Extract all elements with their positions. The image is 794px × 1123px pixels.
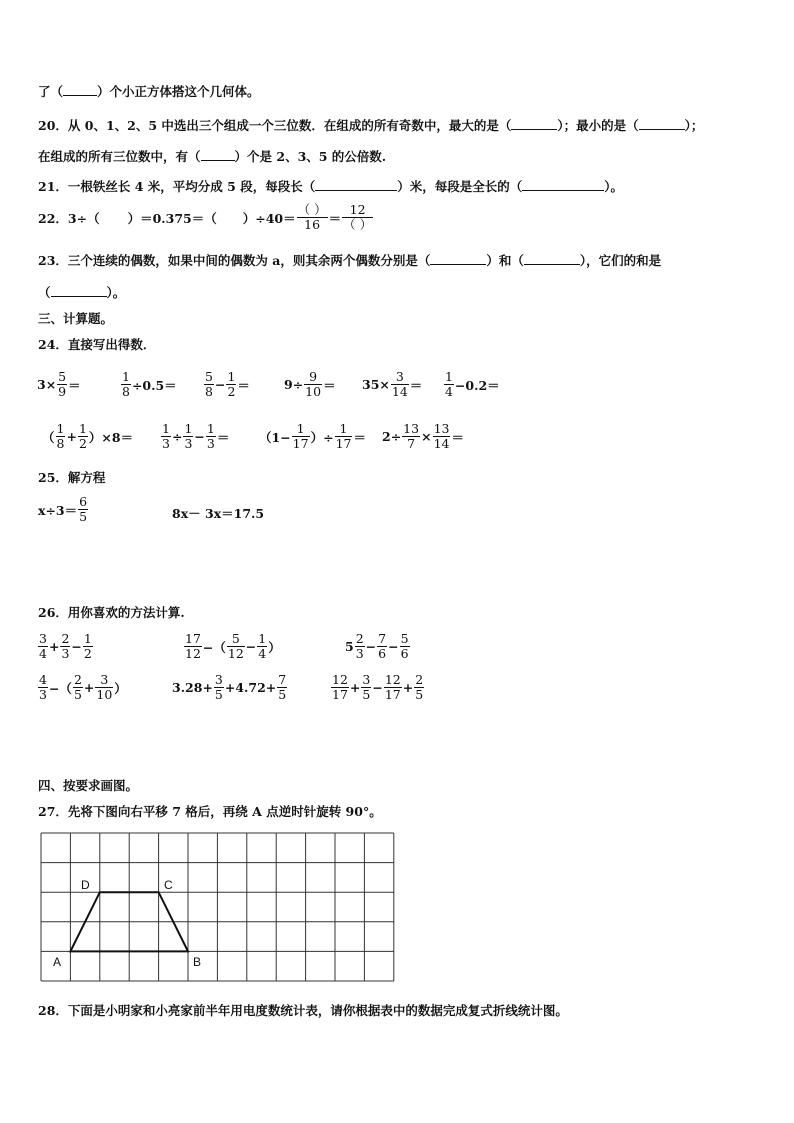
- fraction: $\frac{3}{5}$: [214, 672, 223, 702]
- fraction: $\frac{7}{6}$: [378, 631, 387, 661]
- fraction: $\frac{5}{12}$: [227, 631, 244, 661]
- fraction: $\frac{1}{4}$: [445, 369, 453, 399]
- q23-line2: （ ）。: [38, 285, 126, 300]
- q26-expr: 5 $\frac{2}{3}$ − $\frac{7}{6}$ − $\frac{5}{6}$: [345, 631, 409, 661]
- vertex-label-b: B: [193, 955, 202, 969]
- fraction: $\frac{3}{14}$: [391, 369, 408, 399]
- answer-blank[interactable]: [524, 252, 580, 265]
- fraction: $\frac{1}{3}$: [162, 421, 170, 451]
- q19-line: 了（ ）个小正方体搭这个几何体。: [38, 84, 260, 99]
- fraction: $\frac{12}{17}$: [384, 672, 401, 702]
- fraction: $\frac{9}{10}$: [305, 369, 322, 399]
- answer-blank[interactable]: [201, 148, 235, 161]
- fraction: $\frac{2}{3}$: [61, 631, 70, 661]
- answer-blank[interactable]: [51, 284, 107, 297]
- q20-line2: 在组成的所有三位数中，有（ ）个是 2、3、5 的公倍数.: [38, 149, 387, 164]
- q26-expr: $\frac{4}{3}$ −（ $\frac{2}{5}$ + $\frac{3}{10}$ ）: [39, 672, 127, 702]
- q24-expr: $\frac{1}{3}$ ÷ $\frac{1}{3}$ − $\frac{1}{3}$ ＝: [162, 421, 230, 451]
- fraction: $\frac{17}{12}$: [185, 631, 201, 661]
- q26-expr: $\frac{12}{17}$ + $\frac{3}{5}$ − $\frac{12}{17}$ + $\frac{2}{5}$: [332, 672, 424, 702]
- q26-expr: $\frac{17}{12}$ −（ $\frac{5}{12}$ − $\frac{1}{4}$ ）: [185, 631, 281, 661]
- q24-expr: （1− $\frac{1}{17}$ ）÷ $\frac{1}{17}$ ＝: [259, 421, 366, 451]
- fraction: $\frac{1}{2}$: [227, 369, 236, 399]
- fraction: $\frac{5}{6}$: [400, 631, 409, 661]
- q27-title: 27．先将下图向右平移 7 格后，再绕 A 点逆时针旋转 90°。: [38, 804, 382, 819]
- fraction: $\frac{12}{17}$: [332, 672, 348, 702]
- q21-line: 21．一根铁丝长 4 米，平均分成 5 段，每段长（ ）米，每段是全长的（ ）。: [38, 179, 623, 194]
- q24-expr: $\frac{1}{4}$ −0.2＝: [445, 369, 500, 399]
- fraction: $\frac{1}{2}$: [78, 421, 87, 451]
- fraction: $\frac{2}{5}$: [73, 672, 82, 702]
- fraction[interactable]: $\frac{( )}{16}$: [297, 202, 327, 232]
- grid-lines: [41, 833, 394, 981]
- q24-expr: 9÷ $\frac{9}{10}$ ＝: [284, 369, 336, 399]
- section-heading: 三、计算题。: [38, 311, 114, 326]
- fraction: $\frac{2}{5}$: [415, 672, 424, 702]
- vertex-label-a: A: [53, 955, 62, 969]
- fraction: $\frac{5}{8}$: [205, 369, 213, 399]
- fraction: $\frac{1}{8}$: [56, 421, 65, 451]
- q24-expr: $\frac{5}{8}$ − $\frac{1}{2}$ ＝: [205, 369, 250, 399]
- q24-expr: $\frac{1}{8}$ ÷0.5＝: [122, 369, 177, 399]
- q26-title: 26．用你喜欢的方法计算.: [38, 605, 185, 620]
- answer-blank[interactable]: [430, 252, 486, 265]
- answer-blank[interactable]: [639, 117, 685, 130]
- fraction: $\frac{3}{4}$: [39, 631, 47, 661]
- fraction: $\frac{13}{14}$: [433, 421, 450, 451]
- q22-line: 22． 3÷（ ）＝0.375＝（ ）÷40＝ $\frac{( )}{16}$ ＝ $\frac{12}{( )}$: [38, 202, 373, 232]
- q24-expr: （ $\frac{1}{8}$ + $\frac{1}{2}$ ）×8＝: [42, 421, 134, 451]
- fraction: $\frac{3}{10}$: [96, 672, 113, 702]
- q23-line1: 23．三个连续的偶数，如果中间的偶数为 a，则其余两个偶数分别是（ ）和（ ），它们的和是: [38, 253, 662, 268]
- fraction: $\frac{1}{17}$: [335, 421, 352, 451]
- fraction: $\frac{1}{8}$: [122, 369, 130, 399]
- q26-expr: 3.28+ $\frac{3}{5}$ +4.72+ $\frac{7}{5}$: [172, 672, 287, 702]
- fraction: $\frac{4}{3}$: [39, 672, 47, 702]
- q25-equation: 8x－ 3x＝17.5: [172, 506, 265, 521]
- fraction: $\frac{2}{3}$: [355, 631, 364, 661]
- fraction: $\frac{5}{9}$: [58, 369, 67, 399]
- q20-line1: 20．从 0、1、2、5 中选出三个组成一个三位数．在组成的所有奇数中，最大的是（ ）；最小的是（ ）；: [38, 118, 704, 133]
- answer-blank[interactable]: [63, 83, 97, 96]
- section-heading: 四、按要求画图。: [38, 778, 139, 793]
- fraction: $\frac{1}{2}$: [83, 631, 92, 661]
- fraction: $\frac{3}{5}$: [362, 672, 371, 702]
- fraction: $\frac{1}{17}$: [292, 421, 309, 451]
- vertex-label-d: D: [81, 878, 90, 892]
- q24-title: 24．直接写出得数．: [38, 337, 156, 352]
- q24-expr: 3× $\frac{5}{9}$ ＝: [37, 369, 81, 399]
- q25-title: 25．解方程: [38, 470, 106, 485]
- fraction: $\frac{13}{7}$: [403, 421, 420, 451]
- fraction: $\frac{1}{3}$: [184, 421, 193, 451]
- fraction: $\frac{6}{5}$: [79, 494, 88, 524]
- q24-expr: 35× $\frac{3}{14}$ ＝: [362, 369, 423, 399]
- answer-blank[interactable]: [315, 178, 397, 191]
- fraction: $\frac{1}{3}$: [206, 421, 215, 451]
- fraction: $\frac{1}{4}$: [258, 631, 267, 661]
- grid-figure: [36, 828, 398, 986]
- fraction: $\frac{7}{5}$: [278, 672, 287, 702]
- answer-blank[interactable]: [511, 117, 557, 130]
- q26-expr: $\frac{3}{4}$ + $\frac{2}{3}$ − $\frac{1}{2}$: [39, 631, 92, 661]
- answer-blank[interactable]: [522, 178, 604, 191]
- fraction[interactable]: $\frac{12}{( )}$: [343, 202, 373, 232]
- vertex-label-c: C: [164, 878, 173, 892]
- q25-equation: x÷3＝ $\frac{6}{5}$: [38, 494, 88, 524]
- q24-expr: 2÷ $\frac{13}{7}$ × $\frac{13}{14}$ ＝: [382, 421, 464, 451]
- q28-title: 28．下面是小明家和小亮家前半年用电度数统计表，请你根据表中的数据完成复式折线统计图。: [38, 1003, 568, 1018]
